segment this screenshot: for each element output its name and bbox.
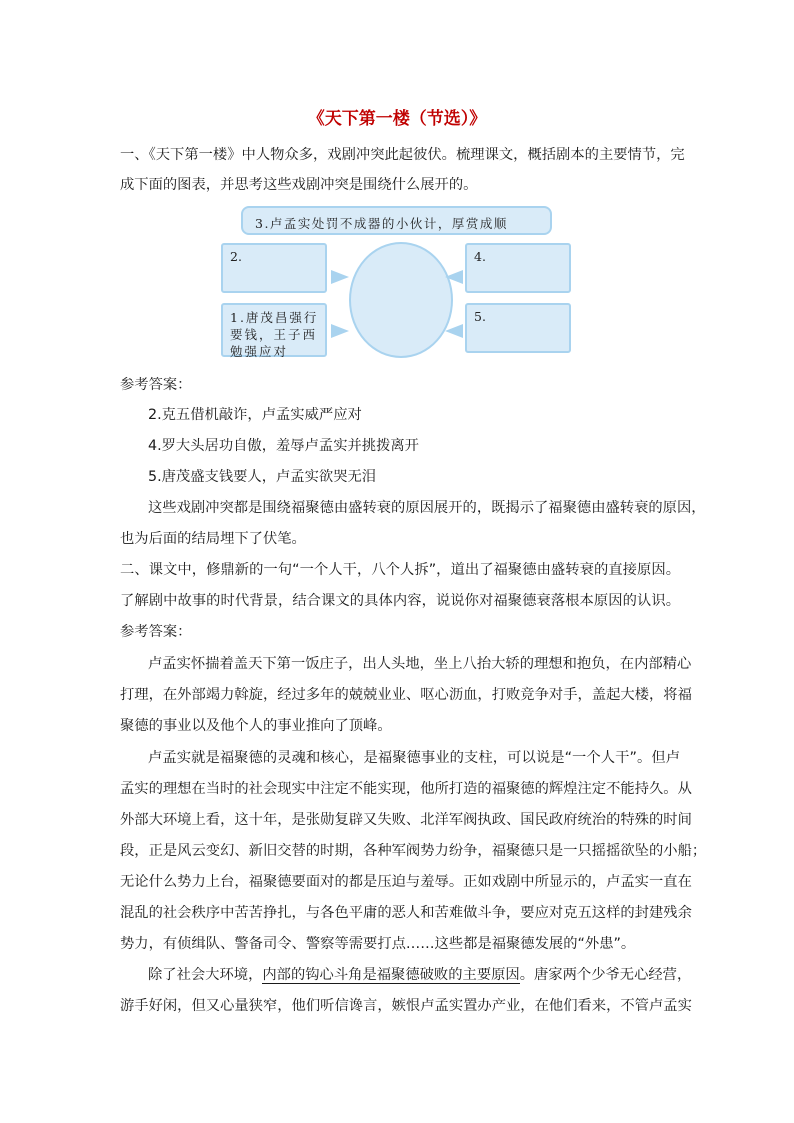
answer-2-para-2-line-4: 段，正是风云变幻、新旧交替的时期，各种军阀势力纷争，福聚德只是一只摇摇欲坠的小船； (120, 843, 707, 859)
center-circle (349, 242, 453, 358)
answer-2-para-2-line-7: 势力，有侦缉队、警备司令、警察等需要打点……这些都是福聚德发展的“外患”。 (120, 936, 636, 952)
answer-1-item-4: 4.罗大头居功自傲，羞辱卢孟实并挑拨离开 (148, 438, 419, 454)
answer-1-summary-line-2: 也为后面的结局埋下了伏笔。 (120, 531, 306, 547)
diagram-box-1-line-2: 要钱，王子西 (230, 327, 318, 342)
answer-2-para-2-line-1: 卢孟实就是福聚德的灵魂和核心，是福聚德事业的支柱，可以说是“一个人干”。但卢 (148, 750, 680, 766)
arrow-left-lower-icon (331, 324, 349, 338)
diagram-box-1-line-3: 勉强应对 (230, 344, 289, 359)
question-1-line-2: 成下面的图表，并思考这些戏剧冲突是围绕什么展开的。 (120, 177, 478, 193)
diagram-box-4: 4. (465, 243, 571, 293)
answer-2-para-2-line-2: 孟实的理想在当时的社会现实中注定不能实现，他所打造的福聚德的辉煌注定不能持久。从 (120, 781, 692, 797)
answer-1-item-5: 5.唐茂盛支钱要人，卢孟实欲哭无泪 (148, 469, 377, 485)
answer-2-para-2-line-6: 混乱的社会秩序中苦苦挣扎，与各色平庸的恶人和苦难做斗争，要应对克五这样的封建残余 (120, 905, 692, 921)
answer-2-para-1-line-2: 打理，在外部竭力斡旋，经过多年的兢兢业业、呕心沥血，打败竞争对手，盖起大楼，将福 (120, 687, 692, 703)
answer-1-label: 参考答案： (120, 377, 192, 393)
question-2-line-1: 二、课文中，修鼎新的一句“一个人干，八个人拆”，道出了福聚德由盛转衰的直接原因。 (120, 562, 680, 578)
arrow-right-lower-icon (445, 324, 463, 338)
diagram-box-3: 3.卢孟实处罚不成器的小伙计，厚赏成顺 (241, 206, 552, 235)
diagram-box-5: 5. (465, 303, 571, 353)
diagram-box-1 (221, 303, 327, 357)
answer-2-para-1-line-1: 卢孟实怀揣着盖天下第一饭庄子，出人头地，坐上八抬大轿的理想和抱负，在内部精心 (148, 656, 692, 672)
answer-2-para-1-line-3: 聚德的事业以及他个人的事业推向了顶峰。 (120, 718, 392, 734)
question-2-line-2: 了解剧中故事的时代背景，结合课文的具体内容，说说你对福聚德衰落根本原因的认识。 (120, 593, 680, 609)
answer-1-item-2: 2.克五借机敲诈，卢孟实威严应对 (148, 407, 362, 423)
page-title: 《天下第一楼（节选）》 (307, 109, 487, 129)
question-1-line-1: 一、《天下第一楼》中人物众多，戏剧冲突此起彼伏。梳理课文，概括剧本的主要情节，完 (120, 147, 685, 163)
answer-1-summary-line-1: 这些戏剧冲突都是围绕福聚德由盛转衰的原因展开的，既揭示了福聚德由盛转衰的原因， (148, 500, 706, 516)
answer-2-para-2-line-5: 无论什么势力上台，福聚德要面对的都是压迫与羞辱。正如戏剧中所显示的，卢孟实一直在 (120, 874, 692, 890)
answer-2-para-2-line-3: 外部大环境上看，这十年，是张勋复辟又失败、北洋军阀执政、国民政府统治的特殊的时间 (120, 812, 692, 828)
diagram-box-1-line-1: 1.唐茂昌强行 (230, 310, 319, 325)
answer-2-label: 参考答案： (120, 624, 192, 640)
para-3-underlined-phrase: 内部的钩心斗角是福聚德破败的主要原因 (262, 967, 520, 983)
answer-2-para-3-line-2: 游手好闲，但又心量狭窄，他们听信谗言，嫉恨卢孟实置办产业，在他们看来，不管卢孟实 (120, 998, 692, 1014)
answer-2-para-3-line-1 (148, 965, 692, 985)
diagram-box-2: 2. (221, 243, 327, 293)
para-3-lead: 除了社会大环境， (148, 967, 263, 983)
arrow-right-upper-icon (445, 270, 463, 284)
para-3-rest: 。唐家两个少爷无心经营， (519, 967, 692, 983)
arrow-left-upper-icon (331, 270, 349, 284)
